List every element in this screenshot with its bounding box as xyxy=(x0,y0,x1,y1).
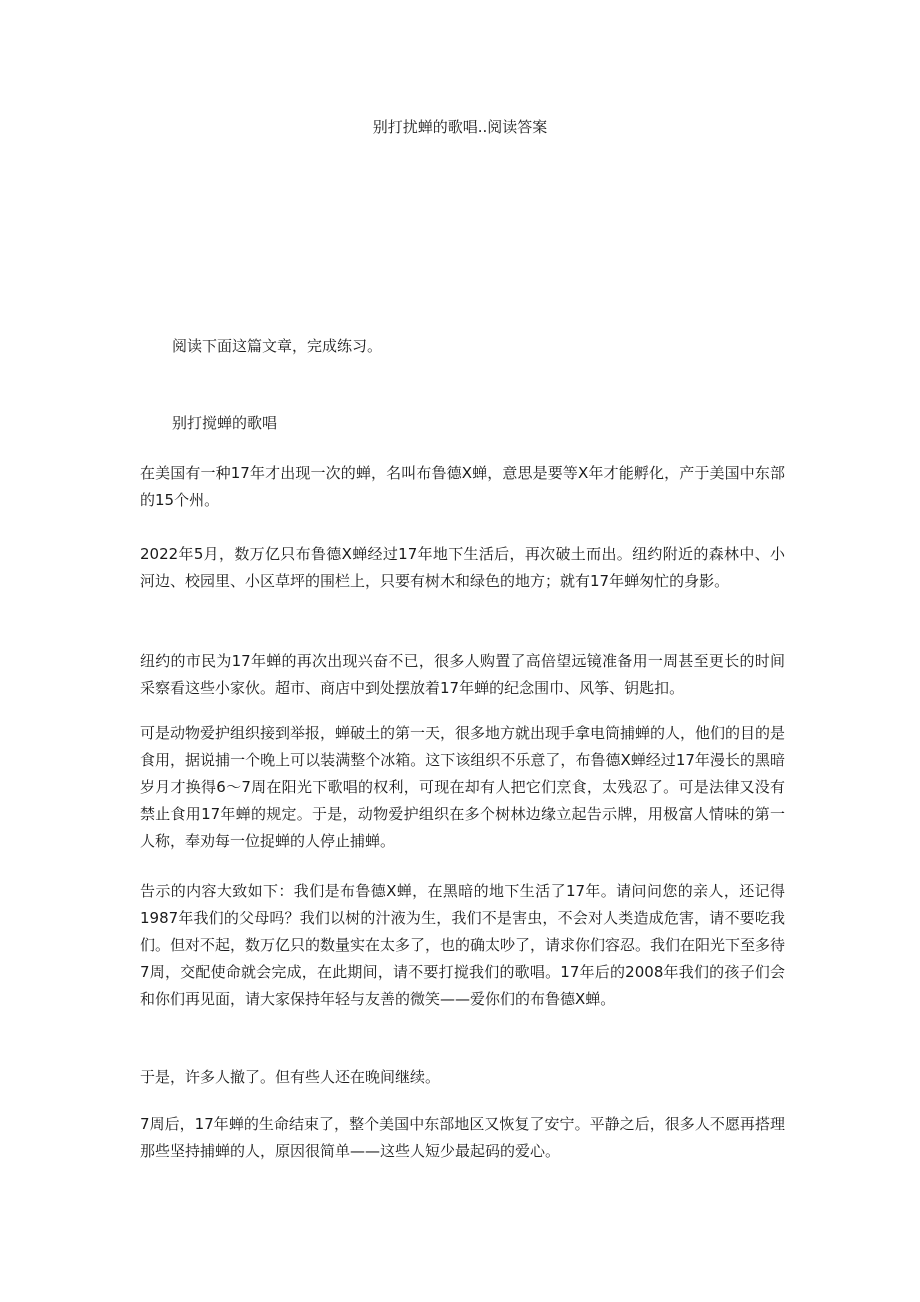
reading-instruction: 阅读下面这篇文章，完成练习。 xyxy=(172,337,383,355)
paragraph-5: 告示的内容大致如下：我们是布鲁德X蝉，在黑暗的地下生活了17年。请问问您的亲人，还记得1987年我们的父母吗？我们以树的汁液为生，我们不是害虫，不会对人类造成危害，请不要吃我们。但对不起，数万亿只的数量实在太多了，也的确太吵了，请求你们容忍。我们在阳光下至多待7周，交配使命就会完成，在此期间，请不要打搅我们的歌唱。17年后的2008年我们的孩子们会和你们再见面，请大家保持年轻与友善的微笑——爱你们的布鲁德X蝉。 xyxy=(140,882,786,1008)
paragraph-6: 于是，许多人撤了。但有些人还在晚间继续。 xyxy=(140,1068,441,1086)
paragraph-3: 纽约的市民为17年蝉的再次出现兴奋不已，很多人购置了高倍望远镜准备用一周甚至更长的时间采察看这些小家伙。超市、商店中到处摆放着17年蝉的纪念围巾、风筝、钥匙扣。 xyxy=(140,652,785,697)
paragraph-4: 可是动物爱护组织接到举报，蝉破土的第一天，很多地方就出现手拿电筒捕蝉的人，他们的目的是食用，据说捕一个晚上可以装满整个冰箱。这下该组织不乐意了，布鲁德X蝉经过17年漫长的黑暗岁月才换得6～7周在阳光下歌唱的权利，可现在却有人把它们烹食，太残忍了。可是法律又没有禁止食用17年蝉的规定。于是，动物爱护组织在多个树林边缘立起告示牌，用极富人情味的第一人称，奉劝每一位捉蝉的人停止捕蝉。 xyxy=(140,724,786,850)
paragraph-1: 在美国有一种17年才出现一次的蝉，名叫布鲁德X蝉，意思是要等X年才能孵化，产于美国中东部的15个州。 xyxy=(140,464,785,509)
paragraph-7: 7周后，17年蝉的生命结束了，整个美国中东部地区又恢复了安宁。平静之后，很多人不愿再搭理那些坚持捕蝉的人，原因很简单——这些人短少最起码的爱心。 xyxy=(140,1115,785,1160)
document-title: 别打扰蝉的歌唱..阅读答案 xyxy=(372,118,548,136)
paragraph-2: 2022年5月，数万亿只布鲁德X蝉经过17年地下生活后，再次破土而出。纽约附近的森林中、小河边、校园里、小区草坪的围栏上，只要有树木和绿色的地方；就有17年蝉匆忙的身影。 xyxy=(140,545,785,590)
article-title: 别打搅蝉的歌唱 xyxy=(172,414,278,432)
